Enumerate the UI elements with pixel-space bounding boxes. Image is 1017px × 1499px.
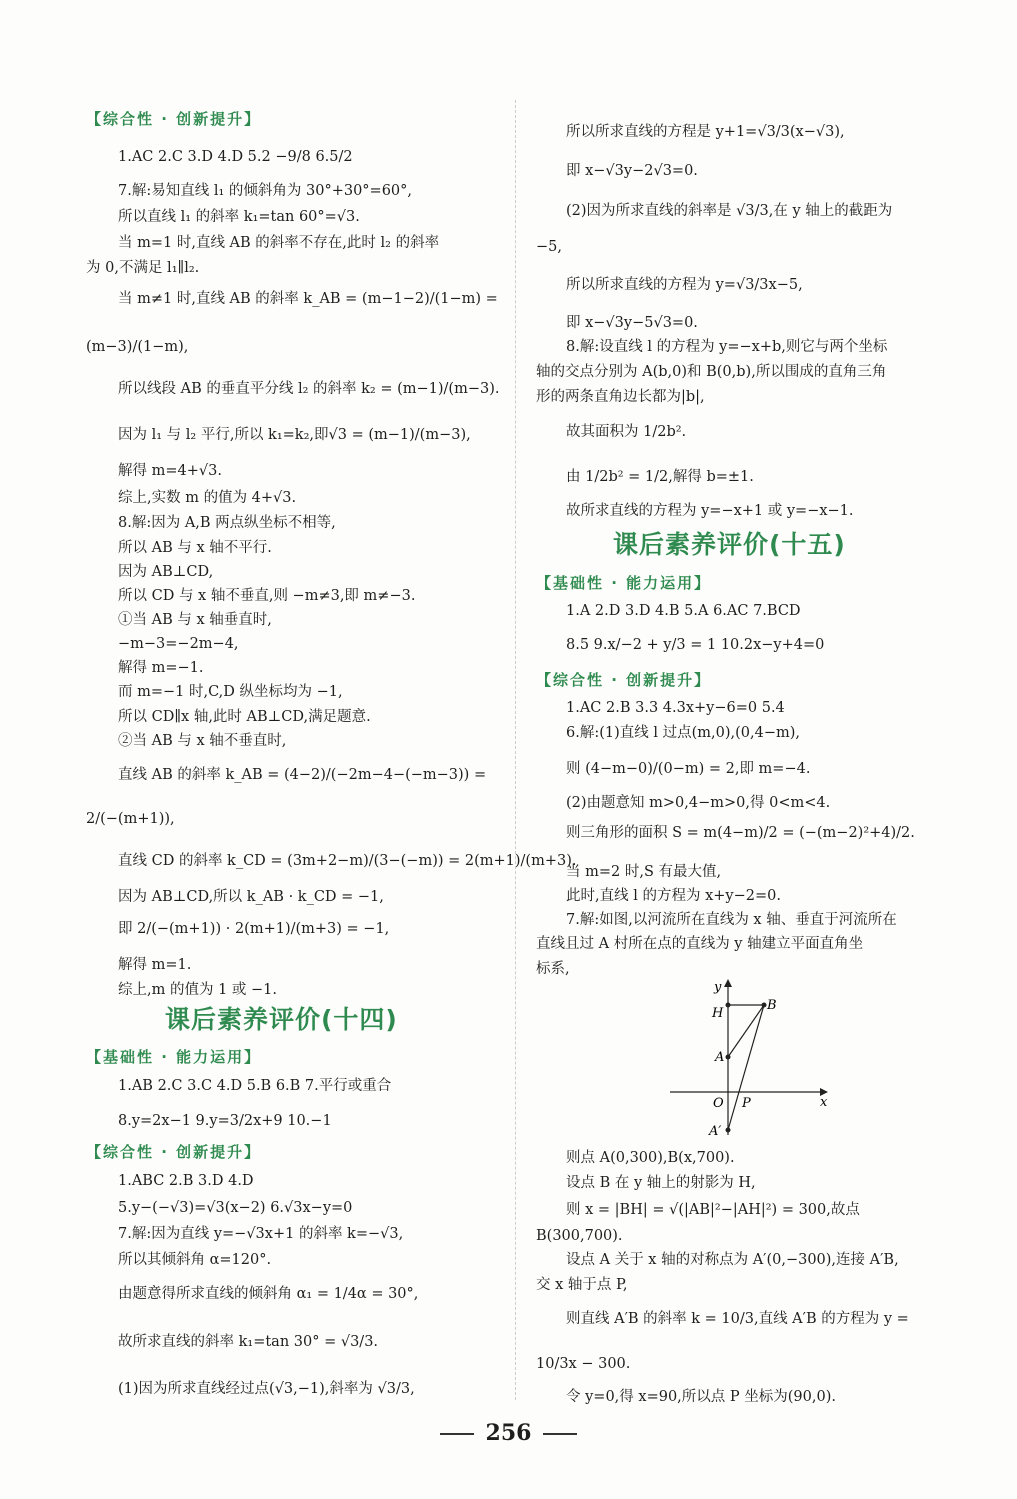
text-line: 直线 CD 的斜率 k_CD = (3m+2−m)/(3−(−m)) = 2(m+1)/(m+3). <box>118 853 577 869</box>
text-line: 所以所求直线的方程为 y=√3/3x−5, <box>566 277 803 293</box>
point-b <box>762 1003 767 1008</box>
text-line: 因为 AB⊥CD,所以 k_AB · k_CD = −1, <box>118 889 384 905</box>
text-line: (1)因为所求直线经过点(√3,−1),斜率为 √3/3, <box>118 1381 415 1397</box>
text-line: 6.解:(1)直线 l 过点(m,0),(0,4−m), <box>566 725 801 741</box>
label-a-prime: A′ <box>709 1124 722 1139</box>
segment-a2b <box>728 1005 764 1130</box>
text-line: 直线且过 A 村所在点的直线为 y 轴建立平面直角坐 <box>536 936 864 952</box>
coordinate-figure <box>660 975 860 1145</box>
point-a <box>726 1055 731 1060</box>
text-line: 轴的交点分别为 A(b,0)和 B(0,b),所以围成的直角三角 <box>536 364 887 380</box>
text-line: 7.解:因为直线 y=−√3x+1 的斜率 k=−√3, <box>118 1226 404 1242</box>
text-line: 交 x 轴于点 P, <box>536 1277 628 1293</box>
section-title: 课后素养评价(十四) <box>165 1005 398 1034</box>
text-line: 当 m=1 时,直线 AB 的斜率不存在,此时 l₂ 的斜率 <box>118 235 440 251</box>
text-line: 综上,实数 m 的值为 4+√3. <box>118 490 297 506</box>
text-line: 解得 m=−1. <box>118 660 204 676</box>
page-number: 256 <box>0 1420 1017 1446</box>
text-line: 1.AC 2.C 3.D 4.D 5.2 −9/8 6.5/2 <box>118 149 353 165</box>
text-line: (m−3)/(1−m), <box>86 339 189 355</box>
text-line: 8.解:因为 A,B 两点纵坐标不相等, <box>118 515 336 531</box>
point-h <box>726 1003 731 1008</box>
label-h: H <box>712 1006 724 1021</box>
text-line: 当 m=2 时,S 有最大值, <box>566 864 722 880</box>
text-line: 所以 CD∥x 轴,此时 AB⊥CD,满足题意. <box>118 709 371 725</box>
text-line: ②当 AB 与 x 轴不垂直时, <box>118 733 287 749</box>
text-line: 因为 l₁ 与 l₂ 平行,所以 k₁=k₂,即√3 = (m−1)/(m−3), <box>118 427 471 443</box>
text-line: 所以其倾斜角 α=120°. <box>118 1252 272 1268</box>
text-line: 标系, <box>536 961 570 977</box>
text-line: 10/3x − 300. <box>536 1356 631 1372</box>
text-line: 因为 AB⊥CD, <box>118 564 214 580</box>
text-line: 由 1/2b² = 1/2,解得 b=±1. <box>566 469 754 485</box>
text-line: 所以 AB 与 x 轴不平行. <box>118 540 272 556</box>
text-line: 5.y−(−√3)=√3(x−2) 6.√3x−y=0 <box>118 1200 353 1216</box>
text-line: 而 m=−1 时,C,D 纵坐标均为 −1, <box>118 684 343 700</box>
text-line: (2)因为所求直线的斜率是 √3/3,在 y 轴上的截距为 <box>566 203 893 219</box>
y-axis-arrow-icon <box>724 979 732 987</box>
text-line: 为 0,不满足 l₁∥l₂. <box>86 260 200 276</box>
text-line: −m−3=−2m−4, <box>118 636 239 652</box>
text-line: 即 2/(−(m+1)) · 2(m+1)/(m+3) = −1, <box>118 921 390 937</box>
section-title: 课后素养评价(十五) <box>613 530 846 559</box>
text-line: 所以 CD 与 x 轴不垂直,则 −m≠3,即 m≠−3. <box>118 588 416 604</box>
text-line: 1.A 2.D 3.D 4.B 5.A 6.AC 7.BCD <box>566 603 801 619</box>
text-line: 则 (4−m−0)/(0−m) = 2,即 m=−4. <box>566 761 811 777</box>
text-line: B(300,700). <box>536 1228 623 1244</box>
point-a2 <box>726 1128 731 1133</box>
text-line: 即 x−√3y−5√3=0. <box>566 315 698 331</box>
text-line: 令 y=0,得 x=90,所以点 P 坐标为(90,0). <box>566 1389 836 1405</box>
section-header: 【基础性 · 能力运用】 <box>86 1048 262 1066</box>
text-line: 形的两条直角边长都为|b|, <box>536 389 705 405</box>
text-line: 8.y=2x−1 9.y=3/2x+9 10.−1 <box>118 1113 332 1129</box>
text-line: 此时,直线 l 的方程为 x+y−2=0. <box>566 888 781 904</box>
text-line: 当 m≠1 时,直线 AB 的斜率 k_AB = (m−1−2)/(1−m) = <box>118 291 498 307</box>
text-line: 解得 m=1. <box>118 957 192 973</box>
label-y: y <box>714 980 722 995</box>
text-line: 7.解:如图,以河流所在直线为 x 轴、垂直于河流所在 <box>566 912 897 928</box>
section-header: 【基础性 · 能力运用】 <box>536 574 712 592</box>
text-line: 综上,m 的值为 1 或 −1. <box>118 982 278 998</box>
text-line: 由题意得所求直线的倾斜角 α₁ = 1/4α = 30°, <box>118 1286 419 1302</box>
section-header: 【综合性 · 创新提升】 <box>86 110 262 128</box>
text-line: 故所求直线的方程为 y=−x+1 或 y=−x−1. <box>566 503 854 519</box>
text-line: 设点 B 在 y 轴上的射影为 H, <box>566 1175 756 1191</box>
text-line: −5, <box>536 239 562 255</box>
label-b: B <box>767 998 777 1013</box>
text-line: ①当 AB 与 x 轴垂直时, <box>118 612 272 628</box>
text-line: 所以所求直线的方程是 y+1=√3/3(x−√3), <box>566 124 845 140</box>
label-o: O <box>713 1096 724 1111</box>
text-line: 8.解:设直线 l 的方程为 y=−x+b,则它与两个坐标 <box>566 339 888 355</box>
text-line: 1.AB 2.C 3.C 4.D 5.B 6.B 7.平行或重合 <box>118 1078 392 1094</box>
text-line: 设点 A 关于 x 轴的对称点为 A′(0,−300),连接 A′B, <box>566 1252 899 1268</box>
label-p: P <box>742 1096 751 1111</box>
label-a: A <box>715 1050 725 1065</box>
text-line: 所以线段 AB 的垂直平分线 l₂ 的斜率 k₂ = (m−1)/(m−3). <box>118 381 500 397</box>
text-line: 故其面积为 1/2b². <box>566 424 687 440</box>
text-line: 8.5 9.x/−2 + y/3 = 1 10.2x−y+4=0 <box>566 637 825 653</box>
text-line: 则三角形的面积 S = m(4−m)/2 = (−(m−2)²+4)/2. <box>566 825 915 841</box>
text-line: 则直线 A′B 的斜率 k = 10/3,直线 A′B 的方程为 y = <box>566 1311 909 1327</box>
text-line: 2/(−(m+1)), <box>86 811 175 827</box>
text-line: 1.ABC 2.B 3.D 4.D <box>118 1173 254 1189</box>
label-x: x <box>820 1095 828 1110</box>
text-line: 则 x = |BH| = √(|AB|²−|AH|²) = 300,故点 <box>566 1202 860 1218</box>
section-header: 【综合性 · 创新提升】 <box>86 1143 262 1161</box>
text-line: 故所求直线的斜率 k₁=tan 30° = √3/3. <box>118 1334 379 1350</box>
text-line: 7.解:易知直线 l₁ 的倾斜角为 30°+30°=60°, <box>118 183 413 199</box>
text-line: 解得 m=4+√3. <box>118 463 222 479</box>
segment-ab <box>728 1005 764 1057</box>
text-line: 1.AC 2.B 3.3 4.3x+y−6=0 5.4 <box>566 700 785 716</box>
text-line: 则点 A(0,300),B(x,700). <box>566 1150 735 1166</box>
text-line: 即 x−√3y−2√3=0. <box>566 163 698 179</box>
column-divider <box>515 100 516 1400</box>
text-line: (2)由题意知 m>0,4−m>0,得 0<m<4. <box>566 795 831 811</box>
text-line: 直线 AB 的斜率 k_AB = (4−2)/(−2m−4−(−m−3)) = <box>118 767 487 783</box>
section-header: 【综合性 · 创新提升】 <box>536 671 712 689</box>
text-line: 所以直线 l₁ 的斜率 k₁=tan 60°=√3. <box>118 209 360 225</box>
